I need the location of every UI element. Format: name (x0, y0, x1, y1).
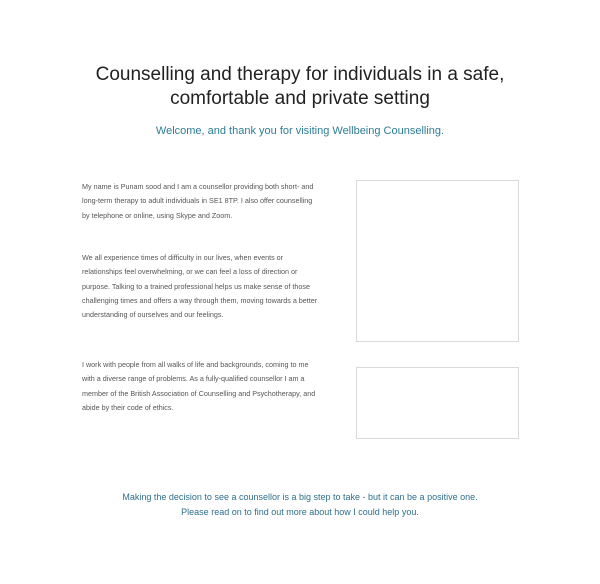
page-title-line-2: comfortable and private setting (170, 88, 430, 109)
intro-paragraph-1: My name is Punam sood and I am a counsellor providing both short- and long-term therapy to adult individuals in SE1 8TP. I also offer counselling by telephone or online, using Skype and Zoom. (82, 182, 314, 220)
closing-message (0, 490, 600, 520)
closing-line-1: Making the decision to see a counsellor is a big step to take - but it can be a positive one. (122, 492, 478, 502)
intro-paragraph-3: I work with people from all walks of life and backgrounds, coming to me with a diverse range of problems. As a fully-qualified counsellor I am a member of the British Association of Counselling and Psychotherapy, and abide by their code of ethics. (82, 360, 316, 412)
page-title-line-1: Counselling and therapy for individuals in a safe, (95, 64, 505, 85)
image-placeholder-1 (356, 180, 519, 342)
closing-line-2: Please read on to find out more about how I could help you. (181, 507, 419, 517)
page-title (0, 63, 600, 111)
welcome-message: Welcome, and thank you for visiting Wellbeing Counselling. (155, 125, 445, 137)
image-placeholder-2 (356, 367, 519, 439)
intro-paragraph-2: We all experience times of difficulty in our lives, when events or relationships feel overwhelming, or we can feel a loss of direction or purpose. Talking to a trained professional helps us make sense of those challenging times and offers a way through them, moving towards a better understanding of ourselves and our feelings. (82, 253, 318, 320)
